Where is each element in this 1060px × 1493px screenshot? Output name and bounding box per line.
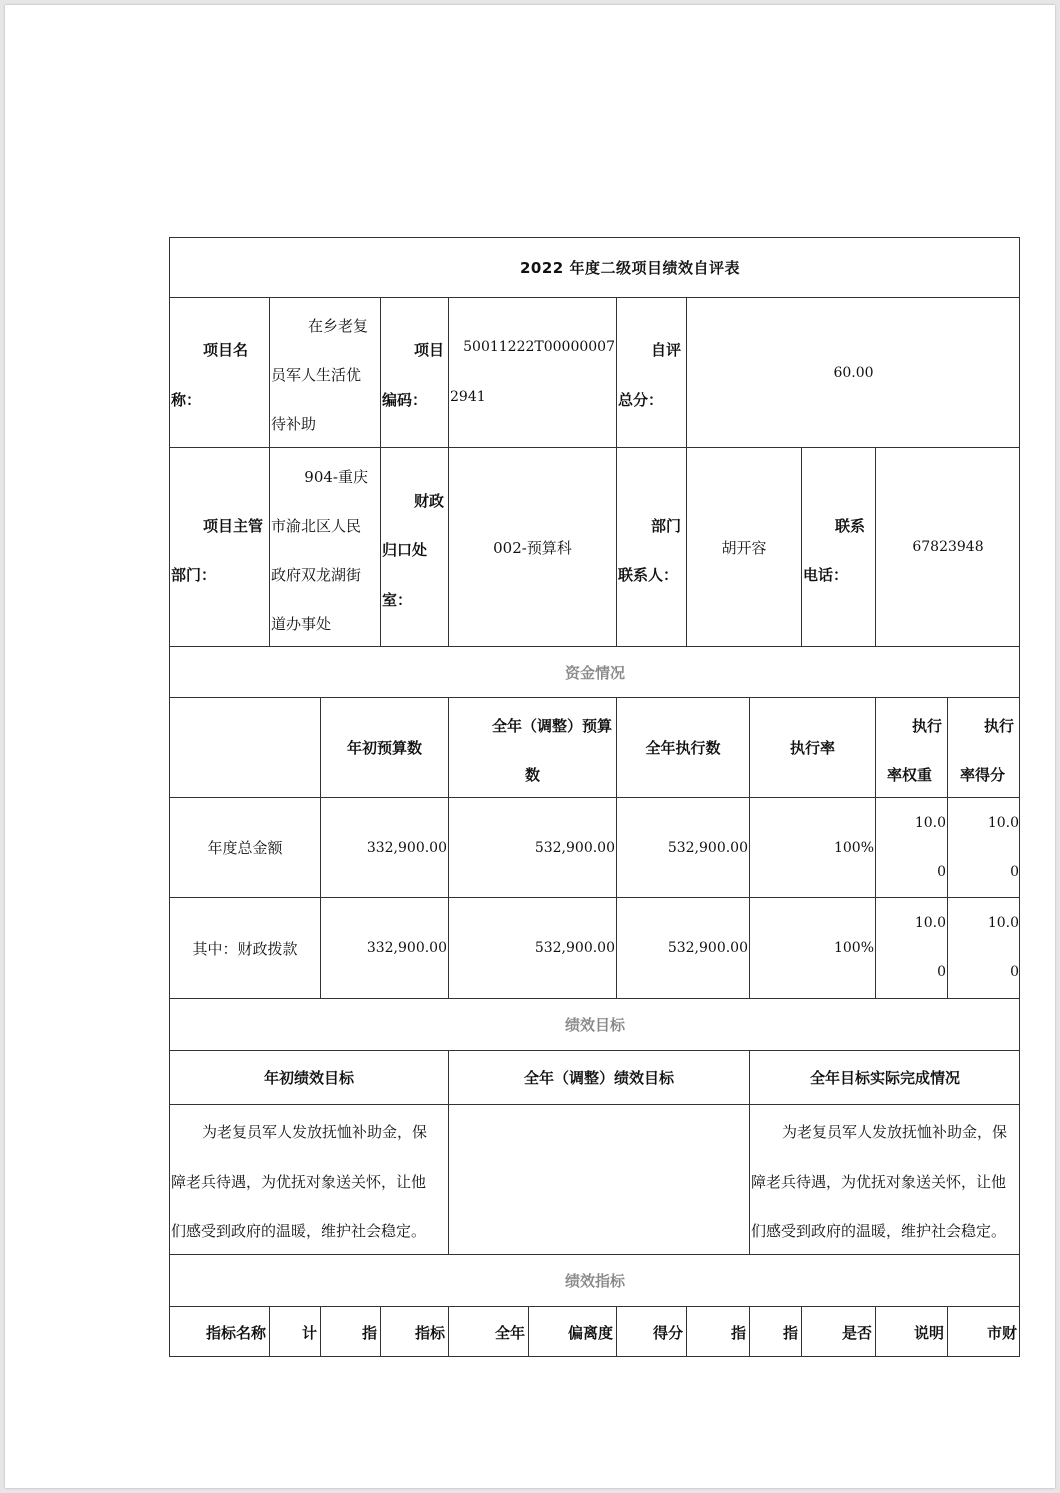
rate-weight-header xyxy=(875,697,947,797)
initial-budget-header: 年初预算数 xyxy=(320,697,448,797)
funds-row-fiscal-score-a: 10.0 xyxy=(987,915,1019,931)
adjusted-budget-header xyxy=(448,697,616,797)
funds-row-fiscal-adjusted: 532,900.00 xyxy=(448,897,616,998)
funds-row-fiscal-rate: 100% xyxy=(749,897,875,998)
dept-label-b: 部门： xyxy=(171,566,217,584)
initial-goal-header: 年初绩效目标 xyxy=(169,1050,448,1104)
dept-line-2: 市渝北区人民 xyxy=(271,517,362,535)
project-name-label-a: 项目名 xyxy=(203,341,249,359)
funds-row-fiscal-executed: 532,900.00 xyxy=(616,897,749,998)
initial-goal-text xyxy=(169,1104,448,1254)
project-name-line-2: 员军人生活优 xyxy=(271,366,362,384)
self-score-label-b: 总分： xyxy=(618,391,664,409)
funds-row-total-rate: 100% xyxy=(749,797,875,897)
finance-label-3: 室： xyxy=(382,591,413,609)
rate-weight-header-b: 率权重 xyxy=(887,766,933,784)
adjusted-budget-header-b: 数 xyxy=(525,766,541,784)
initial-goal-line-2: 障老兵待遇，为优抚对象送关怀，让他 xyxy=(171,1173,427,1191)
funds-row-fiscal-label: 其中：财政拨款 xyxy=(169,897,320,998)
funds-row-total-weight-a: 10.0 xyxy=(914,815,946,831)
project-code-label xyxy=(380,297,448,447)
finance-office-value: 002-预算科 xyxy=(448,447,616,646)
funds-row-fiscal-score xyxy=(947,897,1020,998)
form-title: 2022 年度二级项目绩效自评表 xyxy=(169,237,1020,297)
dept-line-3: 政府双龙湖街 xyxy=(271,566,362,584)
indicator-header-col8: 指 xyxy=(686,1306,749,1357)
funds-row-total-score-a: 10.0 xyxy=(987,815,1019,831)
dept-line-4: 道办事处 xyxy=(271,615,332,633)
funds-row-fiscal-score-b: 0 xyxy=(1010,964,1019,980)
adjusted-goal-text xyxy=(448,1104,749,1254)
dept-value xyxy=(269,447,380,646)
initial-goal-line-1: 为老复员军人发放抚恤补助金，保 xyxy=(202,1123,428,1141)
indicator-header-note: 说明 xyxy=(875,1306,947,1357)
phone-value: 67823948 xyxy=(875,447,1020,646)
funds-row-fiscal-initial: 332,900.00 xyxy=(320,897,448,998)
actual-goal-text xyxy=(749,1104,1020,1254)
funds-header-blank xyxy=(169,697,320,797)
indicator-header-score: 得分 xyxy=(616,1306,686,1357)
rate-header: 执行率 xyxy=(749,697,875,797)
indicator-header-city-finance: 市财 xyxy=(947,1306,1020,1357)
finance-label-2: 归口处 xyxy=(382,541,428,559)
indicator-header-col9: 指 xyxy=(749,1306,801,1357)
project-name-value xyxy=(269,297,380,447)
phone-label xyxy=(801,447,875,646)
funds-row-total-score xyxy=(947,797,1020,897)
indicator-header-annual: 全年 xyxy=(448,1306,528,1357)
self-score-label-a: 自评 xyxy=(650,341,681,359)
self-score-value: 60.00 xyxy=(686,297,1020,447)
initial-goal-line-3: 们感受到政府的温暖，维护社会稳定。 xyxy=(171,1222,427,1240)
rate-score-header-a: 执行 xyxy=(983,717,1014,735)
funds-row-total-score-b: 0 xyxy=(1010,864,1019,880)
funds-row-fiscal-weight-a: 10.0 xyxy=(914,915,946,931)
finance-office-label xyxy=(380,447,448,646)
executed-header: 全年执行数 xyxy=(616,697,749,797)
dept-label xyxy=(169,447,269,646)
dept-contact-label-a: 部门 xyxy=(650,517,681,535)
actual-goal-line-3: 们感受到政府的温暖，维护社会稳定。 xyxy=(751,1222,1007,1240)
adjusted-budget-header-a: 全年（调整）预算 xyxy=(491,717,612,735)
project-name-label-b: 称： xyxy=(171,391,202,409)
finance-label-1: 财政 xyxy=(413,492,444,510)
dept-contact-label xyxy=(616,447,686,646)
dept-contact-value: 胡开容 xyxy=(686,447,801,646)
funds-section-title: 资金情况 xyxy=(169,646,1020,697)
indicator-header-deviation: 偏离度 xyxy=(528,1306,616,1357)
self-score-label xyxy=(616,297,686,447)
indicator-header-target: 指标 xyxy=(380,1306,448,1357)
indicators-section-title: 绩效指标 xyxy=(169,1254,1020,1306)
project-code-label-a: 项目 xyxy=(413,341,444,359)
indicator-header-whether: 是否 xyxy=(801,1306,875,1357)
funds-row-total-weight-b: 0 xyxy=(937,864,946,880)
goals-section-title: 绩效目标 xyxy=(169,998,1020,1050)
adjusted-goal-header: 全年（调整）绩效目标 xyxy=(448,1050,749,1104)
rate-score-header xyxy=(947,697,1020,797)
document-page xyxy=(5,5,1055,1488)
funds-row-total-initial: 332,900.00 xyxy=(320,797,448,897)
indicator-header-unit: 计 xyxy=(269,1306,320,1357)
indicator-header-name: 指标名称 xyxy=(169,1306,269,1357)
phone-label-a: 联系 xyxy=(834,517,865,535)
funds-row-total-label: 年度总金额 xyxy=(169,797,320,897)
rate-weight-header-a: 执行 xyxy=(911,717,942,735)
dept-line-1: 904-重庆 xyxy=(304,468,368,486)
phone-label-b: 电话： xyxy=(803,566,849,584)
funds-row-total-adjusted: 532,900.00 xyxy=(448,797,616,897)
evaluation-form-table xyxy=(169,237,1020,1357)
project-code-value xyxy=(448,297,616,447)
funds-row-total-weight xyxy=(875,797,947,897)
funds-row-total-executed: 532,900.00 xyxy=(616,797,749,897)
actual-goal-header: 全年目标实际完成情况 xyxy=(749,1050,1020,1104)
project-code-label-b: 编码： xyxy=(382,391,428,409)
project-name-line-3: 待补助 xyxy=(271,415,317,433)
indicator-header-type: 指 xyxy=(320,1306,380,1357)
funds-row-fiscal-weight xyxy=(875,897,947,998)
dept-label-a: 项目主管 xyxy=(203,517,264,535)
actual-goal-line-2: 障老兵待遇，为优抚对象送关怀，让他 xyxy=(751,1173,1007,1191)
dept-contact-label-b: 联系人： xyxy=(618,566,679,584)
funds-row-fiscal-weight-b: 0 xyxy=(937,964,946,980)
actual-goal-line-1: 为老复员军人发放抚恤补助金，保 xyxy=(782,1123,1008,1141)
rate-score-header-b: 率得分 xyxy=(960,766,1006,784)
project-code-line-2: 2941 xyxy=(450,389,486,405)
project-name-line-1: 在乡老复 xyxy=(307,317,368,335)
project-code-line-1: 50011222T00000007 xyxy=(463,339,615,355)
project-name-label xyxy=(169,297,269,447)
